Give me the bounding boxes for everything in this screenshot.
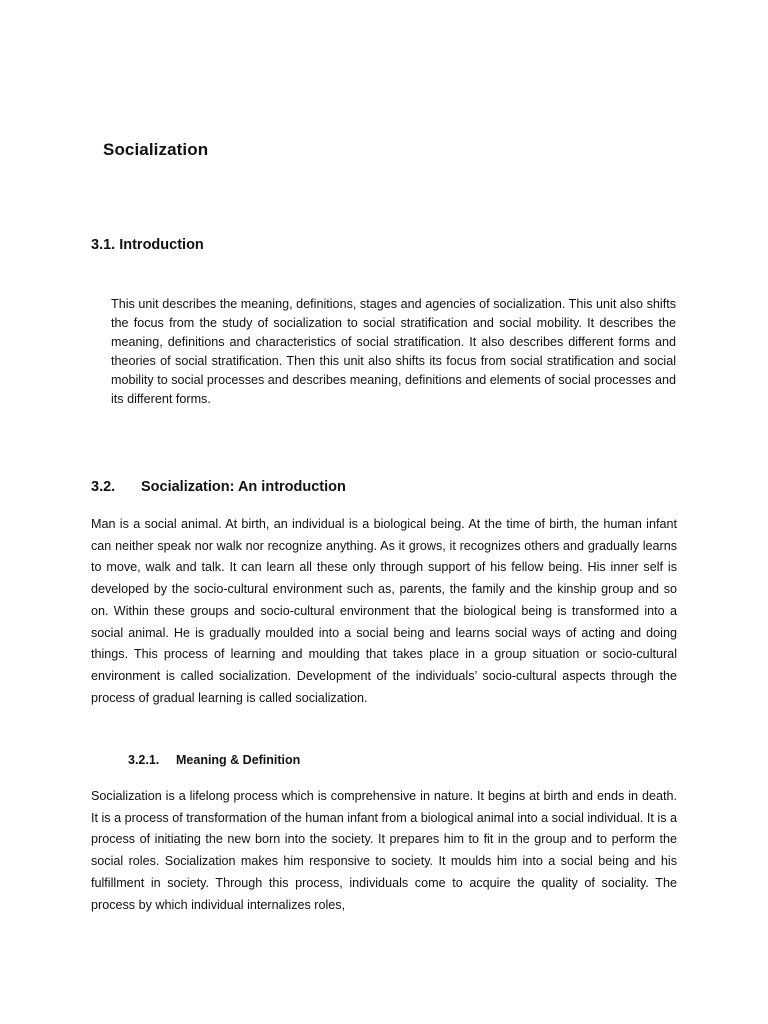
section-title: Socialization: An introduction xyxy=(141,479,346,495)
section-number: 3.2. xyxy=(91,479,116,495)
subsection-number: 3.2.1. xyxy=(128,753,160,767)
socialization-intro-paragraph: Man is a social animal. At birth, an individual is a biological being. At the time of birth, the human infant can neither speak nor walk nor recognize anything. As it grows, it recognizes others and gradually learns to move, walk and talk. It can learn all these only through support of his fellow being. His inner self is developed by the socio-cultural environment such as, parents, the family and the kinship group and so on. Within these groups and socio-cultural environment that the biological being is transformed into a social animal. He is gradually moulded into a social being and learns social ways of acting and doing things. This process of learning and moulding that takes place in a group situation or socio-cultural environment is called socialization. Development of the individuals’ socio-cultural aspects through the process of gradual learning is called socialization. xyxy=(91,517,677,705)
chapter-title: Socialization xyxy=(103,140,209,159)
meaning-definition-paragraph: Socialization is a lifelong process which is comprehensive in nature. It begins at birth and ends in death. It is a process of transformation of the human infant from a biological animal into a social individual. It is a process of initiating the new born into the society. It prepares him to fit in the group and to perform the social roles. Socialization makes him responsive to society. It moulds him into a social being and his fulfillment in society. Through this process, individuals come to acquire the quality of sociality. The process by which individual internalizes roles, xyxy=(91,789,677,912)
intro-paragraph: This unit describes the meaning, definitions, stages and agencies of socialization. This unit also shifts the focus from the study of socialization to social stratification and social mobility. It describes the meaning, definitions and characteristics of social stratification. It also describes different forms and theories of social stratification. Then this unit also shifts its focus from social stratification and social mobility to social processes and describes meaning, definitions and elements of social processes and its different forms. xyxy=(111,297,676,406)
section-heading-3-1: 3.1. Introduction xyxy=(91,237,204,253)
subsection-heading-3-2-1 xyxy=(128,753,300,767)
subsection-title: Meaning & Definition xyxy=(176,753,301,767)
section-heading-3-2 xyxy=(91,479,346,495)
